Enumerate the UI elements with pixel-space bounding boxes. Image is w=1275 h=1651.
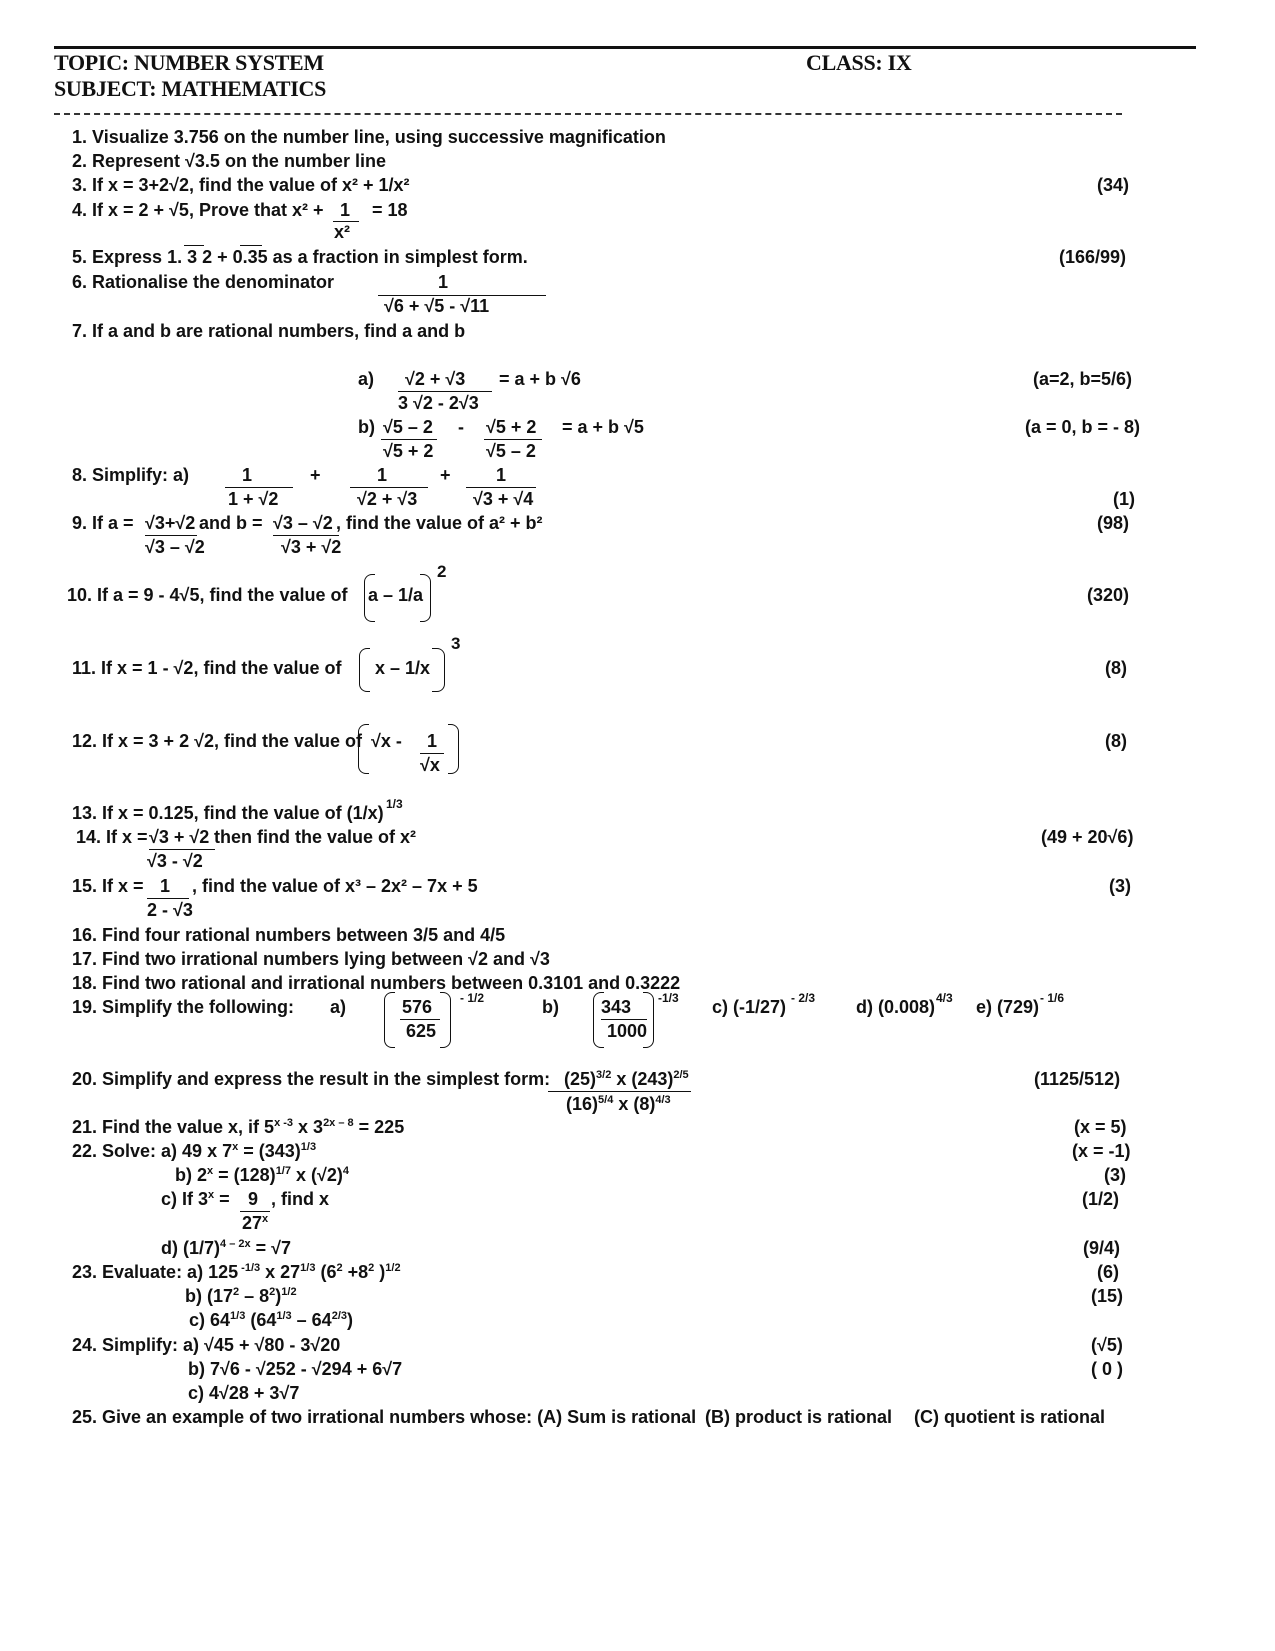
question-24a: 24. Simplify: a) √45 + √80 - 3√20 bbox=[72, 1335, 341, 1355]
question-23b bbox=[185, 1286, 297, 1307]
answer-21: (x = 5) bbox=[1074, 1117, 1127, 1137]
q8-denominator-1: 1 + √2 bbox=[228, 489, 279, 509]
q15-fraction-bar bbox=[147, 898, 189, 899]
question-4: 4. If x = 2 + √5, Prove that x² + bbox=[72, 200, 324, 220]
q22c-numerator: 9 bbox=[248, 1189, 259, 1209]
question-24b: b) 7√6 - √252 - √294 + 6√7 bbox=[188, 1359, 403, 1379]
q22b-text-3: x (√2) bbox=[290, 1165, 343, 1185]
question-21 bbox=[72, 1117, 404, 1138]
q19e: e) (729) bbox=[976, 997, 1040, 1017]
answer-22c: (1/2) bbox=[1082, 1189, 1120, 1209]
q21-text-2: x 3 bbox=[293, 1117, 324, 1137]
q23c-text-1: c) 64 bbox=[189, 1310, 231, 1330]
dashed-divider bbox=[54, 113, 1122, 115]
q12-left-bracket bbox=[358, 724, 369, 774]
q4-numerator: 1 bbox=[340, 200, 351, 220]
question-13: 13. If x = 0.125, find the value of (1/x) bbox=[72, 803, 384, 823]
q21-text-1: 21. Find the value x, if 5 bbox=[72, 1117, 275, 1137]
answer-7a: (a=2, b=5/6) bbox=[1033, 369, 1133, 389]
q20-den-pow-2: 4/3 bbox=[655, 1094, 671, 1106]
q7a-numerator: √2 + √3 bbox=[405, 369, 466, 389]
q22b-power-2: 1/7 bbox=[275, 1165, 291, 1177]
q19a-label: a) bbox=[330, 997, 347, 1017]
q22c-fraction-bar bbox=[240, 1211, 270, 1212]
q9-fraction-bar-1 bbox=[145, 535, 197, 536]
q19a-fraction-bar bbox=[400, 1019, 440, 1020]
answer-22a: (x = -1) bbox=[1072, 1141, 1131, 1161]
q19b-numerator: 343 bbox=[601, 997, 632, 1017]
q8-numerator-2: 1 bbox=[377, 465, 388, 485]
q7b-fraction-bar-1 bbox=[381, 439, 437, 440]
q7a-fraction-bar bbox=[398, 391, 492, 392]
q15-numerator: 1 bbox=[160, 876, 171, 896]
q22a-power-1: x bbox=[232, 1141, 239, 1153]
q23c-power-3: 2/3 bbox=[331, 1310, 347, 1322]
q19c: c) (-1/27) bbox=[712, 997, 787, 1017]
q23c-text-4: ) bbox=[347, 1310, 353, 1330]
q7b-minus: - bbox=[458, 417, 464, 437]
q19b-label: b) bbox=[542, 997, 559, 1017]
question-10: 10. If a = 9 - 4√5, find the value of bbox=[67, 585, 348, 605]
q5-recurring-bar-2 bbox=[240, 245, 262, 246]
q22b-power-3: 4 bbox=[342, 1165, 349, 1177]
q8-numerator-3: 1 bbox=[496, 465, 507, 485]
answer-9: (98) bbox=[1097, 513, 1130, 533]
q23a-text-2: x 27 bbox=[260, 1262, 301, 1282]
q14-numerator: √3 + √2 bbox=[149, 827, 210, 847]
q22c-text-2: = bbox=[214, 1189, 230, 1209]
class-label: CLASS: IX bbox=[806, 50, 912, 75]
q20-num-pow-2: 2/5 bbox=[673, 1069, 689, 1081]
q23b-power-1: 2 bbox=[233, 1286, 240, 1298]
q20-denominator bbox=[566, 1094, 671, 1115]
answer-3: (34) bbox=[1097, 175, 1130, 195]
q10-power: 2 bbox=[437, 562, 447, 581]
q22d-text-1: d) (1/7) bbox=[161, 1238, 221, 1258]
q21-power-1: x -3 bbox=[274, 1117, 294, 1129]
q6-numerator: 1 bbox=[438, 272, 449, 292]
q9-denominator-2: √3 + √2 bbox=[281, 537, 342, 557]
q23b-text-1: b) (17 bbox=[185, 1286, 234, 1306]
q19a-power: - 1/2 bbox=[460, 991, 485, 1005]
q23a-power-2: 1/3 bbox=[300, 1262, 316, 1274]
question-6: 6. Rationalise the denominator bbox=[72, 272, 335, 292]
q23a-power-1: -1/3 bbox=[238, 1262, 261, 1274]
answer-20: (1125/512) bbox=[1034, 1069, 1121, 1089]
question-2: 2. Represent √3.5 on the number line bbox=[72, 151, 386, 171]
q7a-label: a) bbox=[358, 369, 375, 389]
q23a-text-1: 23. Evaluate: a) 125 bbox=[72, 1262, 239, 1282]
q10-expression: a – 1/a bbox=[368, 585, 424, 605]
q5-recurring-bar-1 bbox=[184, 245, 204, 246]
q15-denominator: 2 - √3 bbox=[147, 900, 193, 920]
q12-numerator: 1 bbox=[427, 731, 438, 751]
answer-24a: (√5) bbox=[1091, 1335, 1123, 1355]
q22b-text-1: b) 2 bbox=[175, 1165, 208, 1185]
q22b-power-1: x bbox=[207, 1165, 214, 1177]
question-22c bbox=[161, 1189, 230, 1210]
q9-fraction-bar-2 bbox=[273, 535, 339, 536]
q7b-rhs: = a + b √5 bbox=[562, 417, 644, 437]
q23c-text-3: – 64 bbox=[291, 1310, 332, 1330]
q20-num-base-1: (25) bbox=[564, 1069, 597, 1089]
q12-fraction-bar bbox=[420, 753, 444, 754]
q21-power-2: 2x – 8 bbox=[323, 1117, 354, 1129]
q20-numerator bbox=[564, 1069, 689, 1090]
q22c-den-base: 27 bbox=[242, 1213, 263, 1233]
q23b-power-2: 2 bbox=[269, 1286, 276, 1298]
q11-right-bracket bbox=[432, 648, 445, 692]
question-17: 17. Find two irrational numbers lying between √2 and √3 bbox=[72, 949, 550, 969]
q22c-denominator bbox=[242, 1213, 268, 1234]
q8-numerator-1: 1 bbox=[242, 465, 253, 485]
q9-rest: , find the value of a² + b² bbox=[336, 513, 543, 533]
question-8: 8. Simplify: a) bbox=[72, 465, 190, 485]
question-25b: (B) product is rational bbox=[705, 1407, 893, 1427]
q20-num-base-2: x (243) bbox=[611, 1069, 674, 1089]
q11-expression: x – 1/x bbox=[375, 658, 431, 678]
q8-plus-1: + bbox=[310, 465, 321, 485]
answer-8: (1) bbox=[1113, 489, 1135, 509]
q8-denominator-3: √3 + √4 bbox=[473, 489, 534, 509]
answer-22d: (9/4) bbox=[1083, 1238, 1121, 1258]
answer-15: (3) bbox=[1109, 876, 1131, 896]
q22a-power-2: 1/3 bbox=[300, 1141, 317, 1153]
q12-expression: √x - bbox=[371, 731, 402, 751]
question-22b bbox=[175, 1165, 349, 1186]
question-14: 14. If x = bbox=[76, 827, 148, 847]
subject-label: SUBJECT: MATHEMATICS bbox=[54, 76, 327, 101]
q11-left-bracket bbox=[359, 648, 370, 692]
q19a-right-bracket bbox=[440, 992, 451, 1048]
q20-den-base-1: (16) bbox=[566, 1094, 599, 1114]
q22b-text-2: = (128) bbox=[213, 1165, 276, 1185]
q7b-denominator-1: √5 + 2 bbox=[383, 441, 434, 461]
q22d-power-1: 4 – 2x bbox=[220, 1238, 251, 1250]
q7b-label: b) bbox=[358, 417, 375, 437]
q23c-text-2: (64 bbox=[245, 1310, 277, 1330]
question-11: 11. If x = 1 - √2, find the value of bbox=[72, 658, 342, 678]
q7b-numerator-1: √5 – 2 bbox=[383, 417, 433, 437]
q19d: d) (0.008) bbox=[856, 997, 936, 1017]
question-23a bbox=[72, 1262, 401, 1283]
answer-5: (166/99) bbox=[1059, 247, 1127, 267]
q19b-power: -1/3 bbox=[658, 991, 679, 1005]
topic-label: TOPIC: NUMBER SYSTEM bbox=[54, 50, 324, 75]
q19c-power: - 2/3 bbox=[791, 991, 816, 1005]
q19a-numerator: 576 bbox=[402, 997, 433, 1017]
q22c-den-power: x bbox=[262, 1213, 269, 1225]
header-rule bbox=[54, 46, 1196, 49]
q14-denominator: √3 - √2 bbox=[147, 851, 203, 871]
q23a-text-5: ) bbox=[374, 1262, 386, 1282]
question-22a bbox=[72, 1141, 316, 1162]
q19b-denominator: 1000 bbox=[607, 1021, 648, 1041]
q22a-text-2: = (343) bbox=[238, 1141, 301, 1161]
question-1: 1. Visualize 3.756 on the number line, using successive magnification bbox=[72, 127, 666, 147]
q7b-numerator-2: √5 + 2 bbox=[486, 417, 537, 437]
answer-12: (8) bbox=[1105, 731, 1127, 751]
q23a-text-3: (6 bbox=[315, 1262, 337, 1282]
question-12: 12. If x = 3 + 2 √2, find the value of bbox=[72, 731, 362, 751]
answer-24b: ( 0 ) bbox=[1091, 1359, 1124, 1379]
q9-and-b: and b = bbox=[199, 513, 263, 533]
q7b-denominator-2: √5 – 2 bbox=[486, 441, 536, 461]
q4-denominator: x² bbox=[334, 222, 351, 242]
q8-plus-2: + bbox=[440, 465, 451, 485]
question-5: 5. Express 1. 3 2 + 0.35 as a fraction in simplest form. bbox=[72, 247, 528, 267]
q8-fraction-bar-3 bbox=[466, 487, 536, 488]
q14-rest: then find the value of x² bbox=[214, 827, 417, 847]
question-25c: (C) quotient is rational bbox=[914, 1407, 1105, 1427]
question-22d bbox=[161, 1238, 291, 1259]
q12-right-bracket bbox=[448, 724, 459, 774]
question-25: 25. Give an example of two irrational numbers whose: (A) Sum is rational bbox=[72, 1407, 697, 1427]
q19b-right-bracket bbox=[643, 992, 654, 1048]
q10-right-bracket bbox=[420, 574, 431, 622]
q23c-power-2: 1/3 bbox=[276, 1310, 292, 1322]
q23b-text-2: – 8 bbox=[239, 1286, 270, 1306]
q23b-power-3: 1/2 bbox=[281, 1286, 297, 1298]
q8-fraction-bar-2 bbox=[350, 487, 428, 488]
q20-fraction-bar bbox=[548, 1091, 691, 1092]
q21-text-3: = 225 bbox=[353, 1117, 405, 1137]
q23c-power-1: 1/3 bbox=[230, 1310, 246, 1322]
answer-23b: (15) bbox=[1091, 1286, 1124, 1306]
answer-10: (320) bbox=[1087, 585, 1130, 605]
question-23c bbox=[189, 1310, 353, 1331]
question-15: 15. If x = bbox=[72, 876, 144, 896]
question-20: 20. Simplify and express the result in the simplest form: bbox=[72, 1069, 551, 1089]
q20-den-base-2: x (8) bbox=[613, 1094, 656, 1114]
answer-7b: (a = 0, b = - 8) bbox=[1025, 417, 1141, 437]
q19b-fraction-bar bbox=[601, 1019, 647, 1020]
q22c-text-1: c) If 3 bbox=[161, 1189, 209, 1209]
q23a-power-5: 1/2 bbox=[385, 1262, 401, 1274]
q19a-left-bracket bbox=[384, 992, 395, 1048]
q20-den-pow-1: 5/4 bbox=[598, 1094, 614, 1106]
q23a-text-4: +8 bbox=[342, 1262, 369, 1282]
q9-numerator-2: √3 – √2 bbox=[273, 513, 333, 533]
question-9: 9. If a = bbox=[72, 513, 134, 533]
q9-denominator-1: √3 – √2 bbox=[145, 537, 205, 557]
q22c-power-1: x bbox=[208, 1189, 215, 1201]
q23a-power-3: 2 bbox=[336, 1262, 343, 1274]
answer-23a: (6) bbox=[1097, 1262, 1119, 1282]
question-3: 3. If x = 3+2√2, find the value of x² + 1/x² bbox=[72, 175, 410, 195]
question-18: 18. Find two rational and irrational numbers between 0.3101 and 0.3222 bbox=[72, 973, 681, 993]
q22d-text-2: = √7 bbox=[250, 1238, 292, 1258]
question-19: 19. Simplify the following: bbox=[72, 997, 295, 1017]
q19e-power: - 1/6 bbox=[1040, 991, 1065, 1005]
q7a-denominator: 3 √2 - 2√3 bbox=[398, 393, 479, 413]
q8-fraction-bar-1 bbox=[225, 487, 293, 488]
q20-num-pow-1: 3/2 bbox=[596, 1069, 612, 1081]
q23b-text-3: ) bbox=[275, 1286, 282, 1306]
q19a-denominator: 625 bbox=[406, 1021, 437, 1041]
answer-14: (49 + 20√6) bbox=[1041, 827, 1134, 847]
q15-rest: , find the value of x³ – 2x² – 7x + 5 bbox=[192, 876, 478, 896]
q9-numerator-1: √3+√2 bbox=[145, 513, 196, 533]
q23a-power-4: 2 bbox=[368, 1262, 375, 1274]
q11-power: 3 bbox=[451, 634, 461, 653]
q19d-power: 4/3 bbox=[936, 991, 953, 1005]
q7a-rhs: = a + b √6 bbox=[499, 369, 581, 389]
q7b-fraction-bar-2 bbox=[484, 439, 542, 440]
question-24c: c) 4√28 + 3√7 bbox=[188, 1383, 300, 1403]
q13-power: 1/3 bbox=[386, 797, 403, 811]
q4-equals: = 18 bbox=[372, 200, 408, 220]
q22a-text-1: 22. Solve: a) 49 x 7 bbox=[72, 1141, 233, 1161]
q22c-text-3: , find x bbox=[271, 1189, 329, 1209]
q8-denominator-2: √2 + √3 bbox=[357, 489, 418, 509]
q14-fraction-bar bbox=[149, 849, 215, 850]
question-16: 16. Find four rational numbers between 3/5 and 4/5 bbox=[72, 925, 506, 945]
q12-denominator: √x bbox=[420, 755, 440, 775]
answer-22b: (3) bbox=[1104, 1165, 1126, 1185]
q6-denominator: √6 + √5 - √11 bbox=[384, 296, 490, 316]
question-7: 7. If a and b are rational numbers, find a and b bbox=[72, 321, 466, 341]
answer-11: (8) bbox=[1105, 658, 1127, 678]
